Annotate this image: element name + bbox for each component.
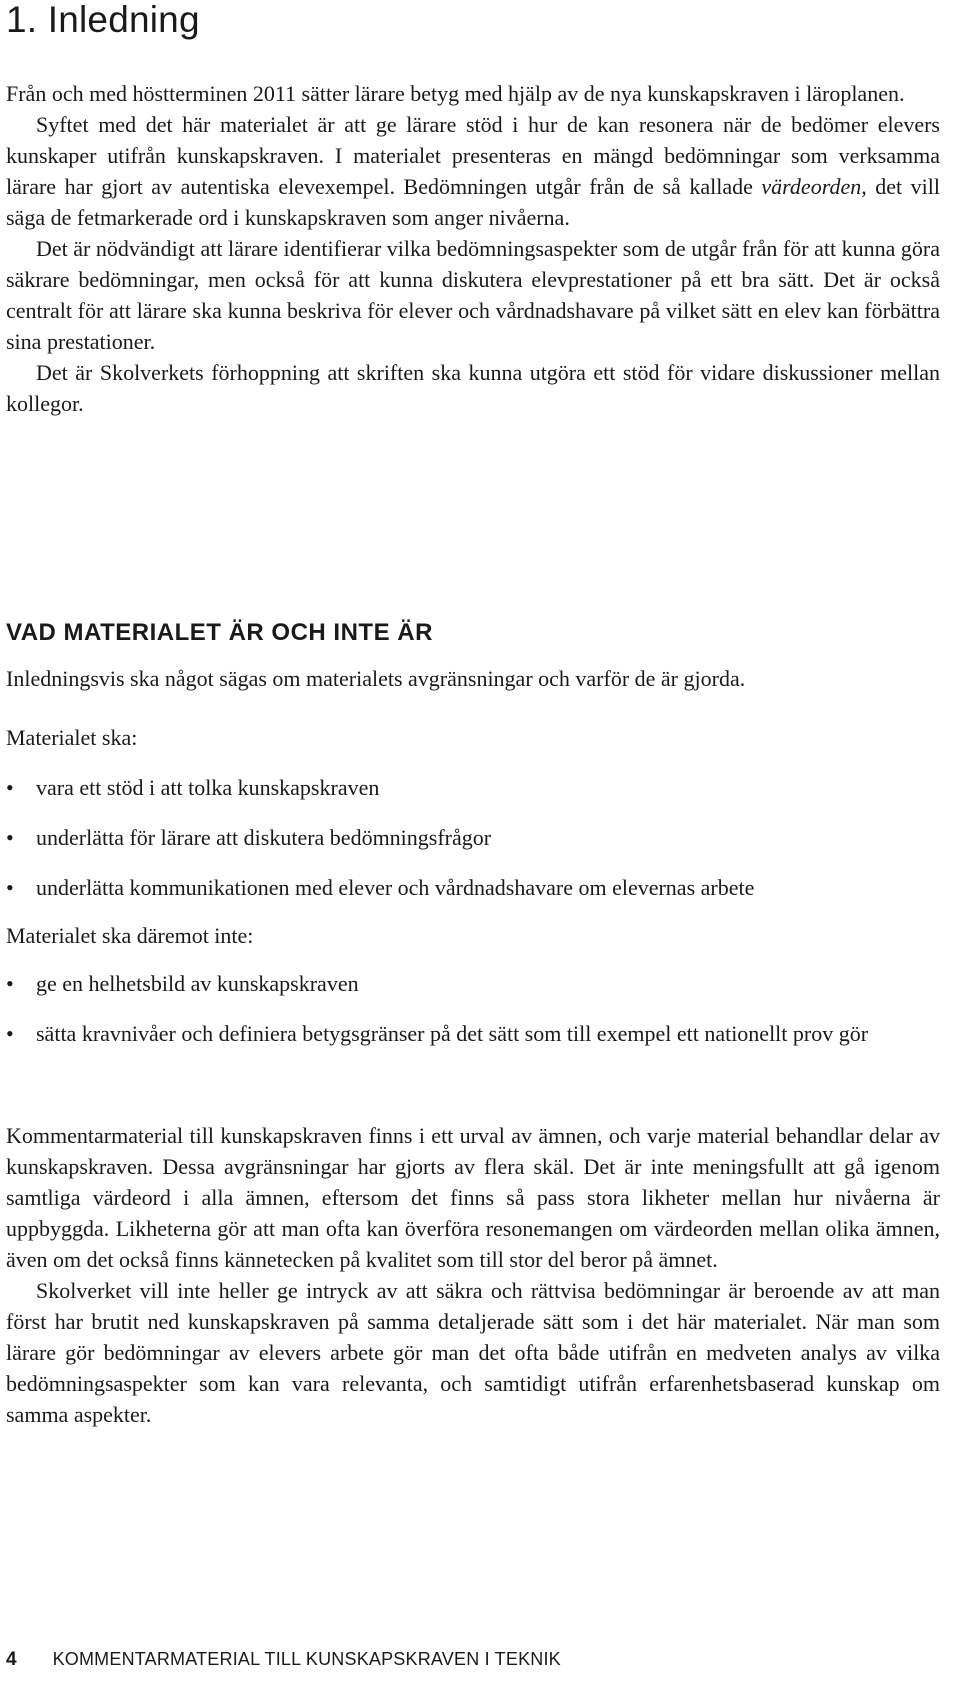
- intro-paragraph-3: Det är nödvändigt att lärare identifierar vilka bedömningsaspekter som de utgår från för att kunna göra säkrare bedömningar, men också för att kunna diskutera elevprestationer på ett bra sätt. Det är också centralt för att lärare ska kunna beskriva för elever och vårdnadshavare på vilket sätt en elev kan förbättra sina prestationer.: [6, 236, 940, 354]
- list-item: [6, 822, 940, 853]
- intro-paragraph-4: Det är Skolverkets förhoppning att skriften ska kunna utgöra ett stöd för vidare diskussioner mellan kollegor.: [6, 360, 940, 416]
- list-a: [6, 772, 940, 922]
- list-item-text: underlätta för lärare att diskutera bedömningsfrågor: [36, 825, 492, 850]
- list-b: [6, 968, 940, 1068]
- bullet-icon: •: [6, 825, 14, 850]
- section-subheading: VAD MATERIALET ÄR OCH INTE ÄR: [6, 619, 433, 646]
- publication-title: KOMMENTARMATERIAL TILL KUNSKAPSKRAVEN I TEKNIK: [52, 1649, 561, 1669]
- intro-paragraph-1: Från och med höstterminen 2011 sätter lärare betyg med hjälp av de nya kunskapskraven i läroplanen.: [6, 81, 905, 106]
- list-item-text: underlätta kommunikationen med elever och vårdnadshavare om elevernas arbete: [36, 875, 755, 900]
- list-item-text: ge en helhetsbild av kunskapskraven: [36, 971, 359, 996]
- subheading-lead: Inledningsvis ska något sägas om materialets avgränsningar och varför de är gjorda.: [6, 666, 746, 691]
- list-item: [6, 1018, 916, 1049]
- intro-paragraph-2-tail: det vill säga de fetmarkerade ord i kunskapskraven som anger nivåerna.: [6, 174, 941, 230]
- intro-paragraph-2: [6, 109, 940, 233]
- page-footer: [6, 1648, 561, 1671]
- bullet-icon: •: [6, 875, 14, 900]
- closing-paragraph-2: Skolverket vill inte heller ge intryck av att säkra och rättvisa bedömningar är beroende av att man först har brutit ned kunskapskraven på samma detaljerade sätt som i det här materialet. När man som lärare gör bedömningar av elevers arbete gör man det ofta både utifrån en medveten analys av vilka bedömningsaspekter som kan vara relevanta, och samtidigt utifrån erfarenhetsbaserad kunskap om samma aspekter.: [6, 1278, 940, 1427]
- list-item: [6, 968, 940, 999]
- chapter-heading: 1. Inledning: [6, 0, 200, 40]
- list-item-text: vara ett stöd i att tolka kunskapskraven: [36, 775, 380, 800]
- closing-paragraph-1: Kommentarmaterial till kunskapskraven finns i ett urval av ämnen, och varje material behandlar delar av kunskapskraven. Dessa avgränsningar har gjorts av flera skäl. Det är inte meningsfullt att gå igenom samtliga värdeord i alla ämnen, eftersom det finns så pass stora likheter mellan hur nivåerna är uppbyggda. Likheterna gör att man ofta kan överföra resonemangen om värdeorden mellan olika ämnen, även om det också finns kännetecken på kvalitet som till stor del beror på ämnet.: [6, 1123, 940, 1272]
- intro-section: [6, 78, 940, 419]
- intro-paragraph-2-italic-term: värdeorden,: [761, 174, 867, 199]
- list-item: [6, 772, 940, 803]
- page-number: 4: [6, 1649, 17, 1670]
- list-item-text: sätta kravnivåer och definiera betygsgränser på det sätt som till exempel ett nationellt prov gör: [36, 1021, 869, 1046]
- intro-paragraph-2-text: Syftet med det här materialet är att ge lärare stöd i hur de kan resonera när de bedömer elevers kunskaper utifrån kunskapskraven. I materialet presenteras en mängd bedömningar som verksamma lärare har gjort av autentiska elevexempel. Bedömningen utgår från de så kallade: [6, 112, 940, 199]
- bullet-icon: •: [6, 1021, 14, 1046]
- closing-section: [6, 1120, 940, 1430]
- list-b-label: Materialet ska däremot inte:: [6, 923, 254, 948]
- list-a-label: Materialet ska:: [6, 725, 138, 750]
- bullet-icon: •: [6, 775, 14, 800]
- list-item: [6, 872, 940, 903]
- bullet-icon: •: [6, 971, 14, 996]
